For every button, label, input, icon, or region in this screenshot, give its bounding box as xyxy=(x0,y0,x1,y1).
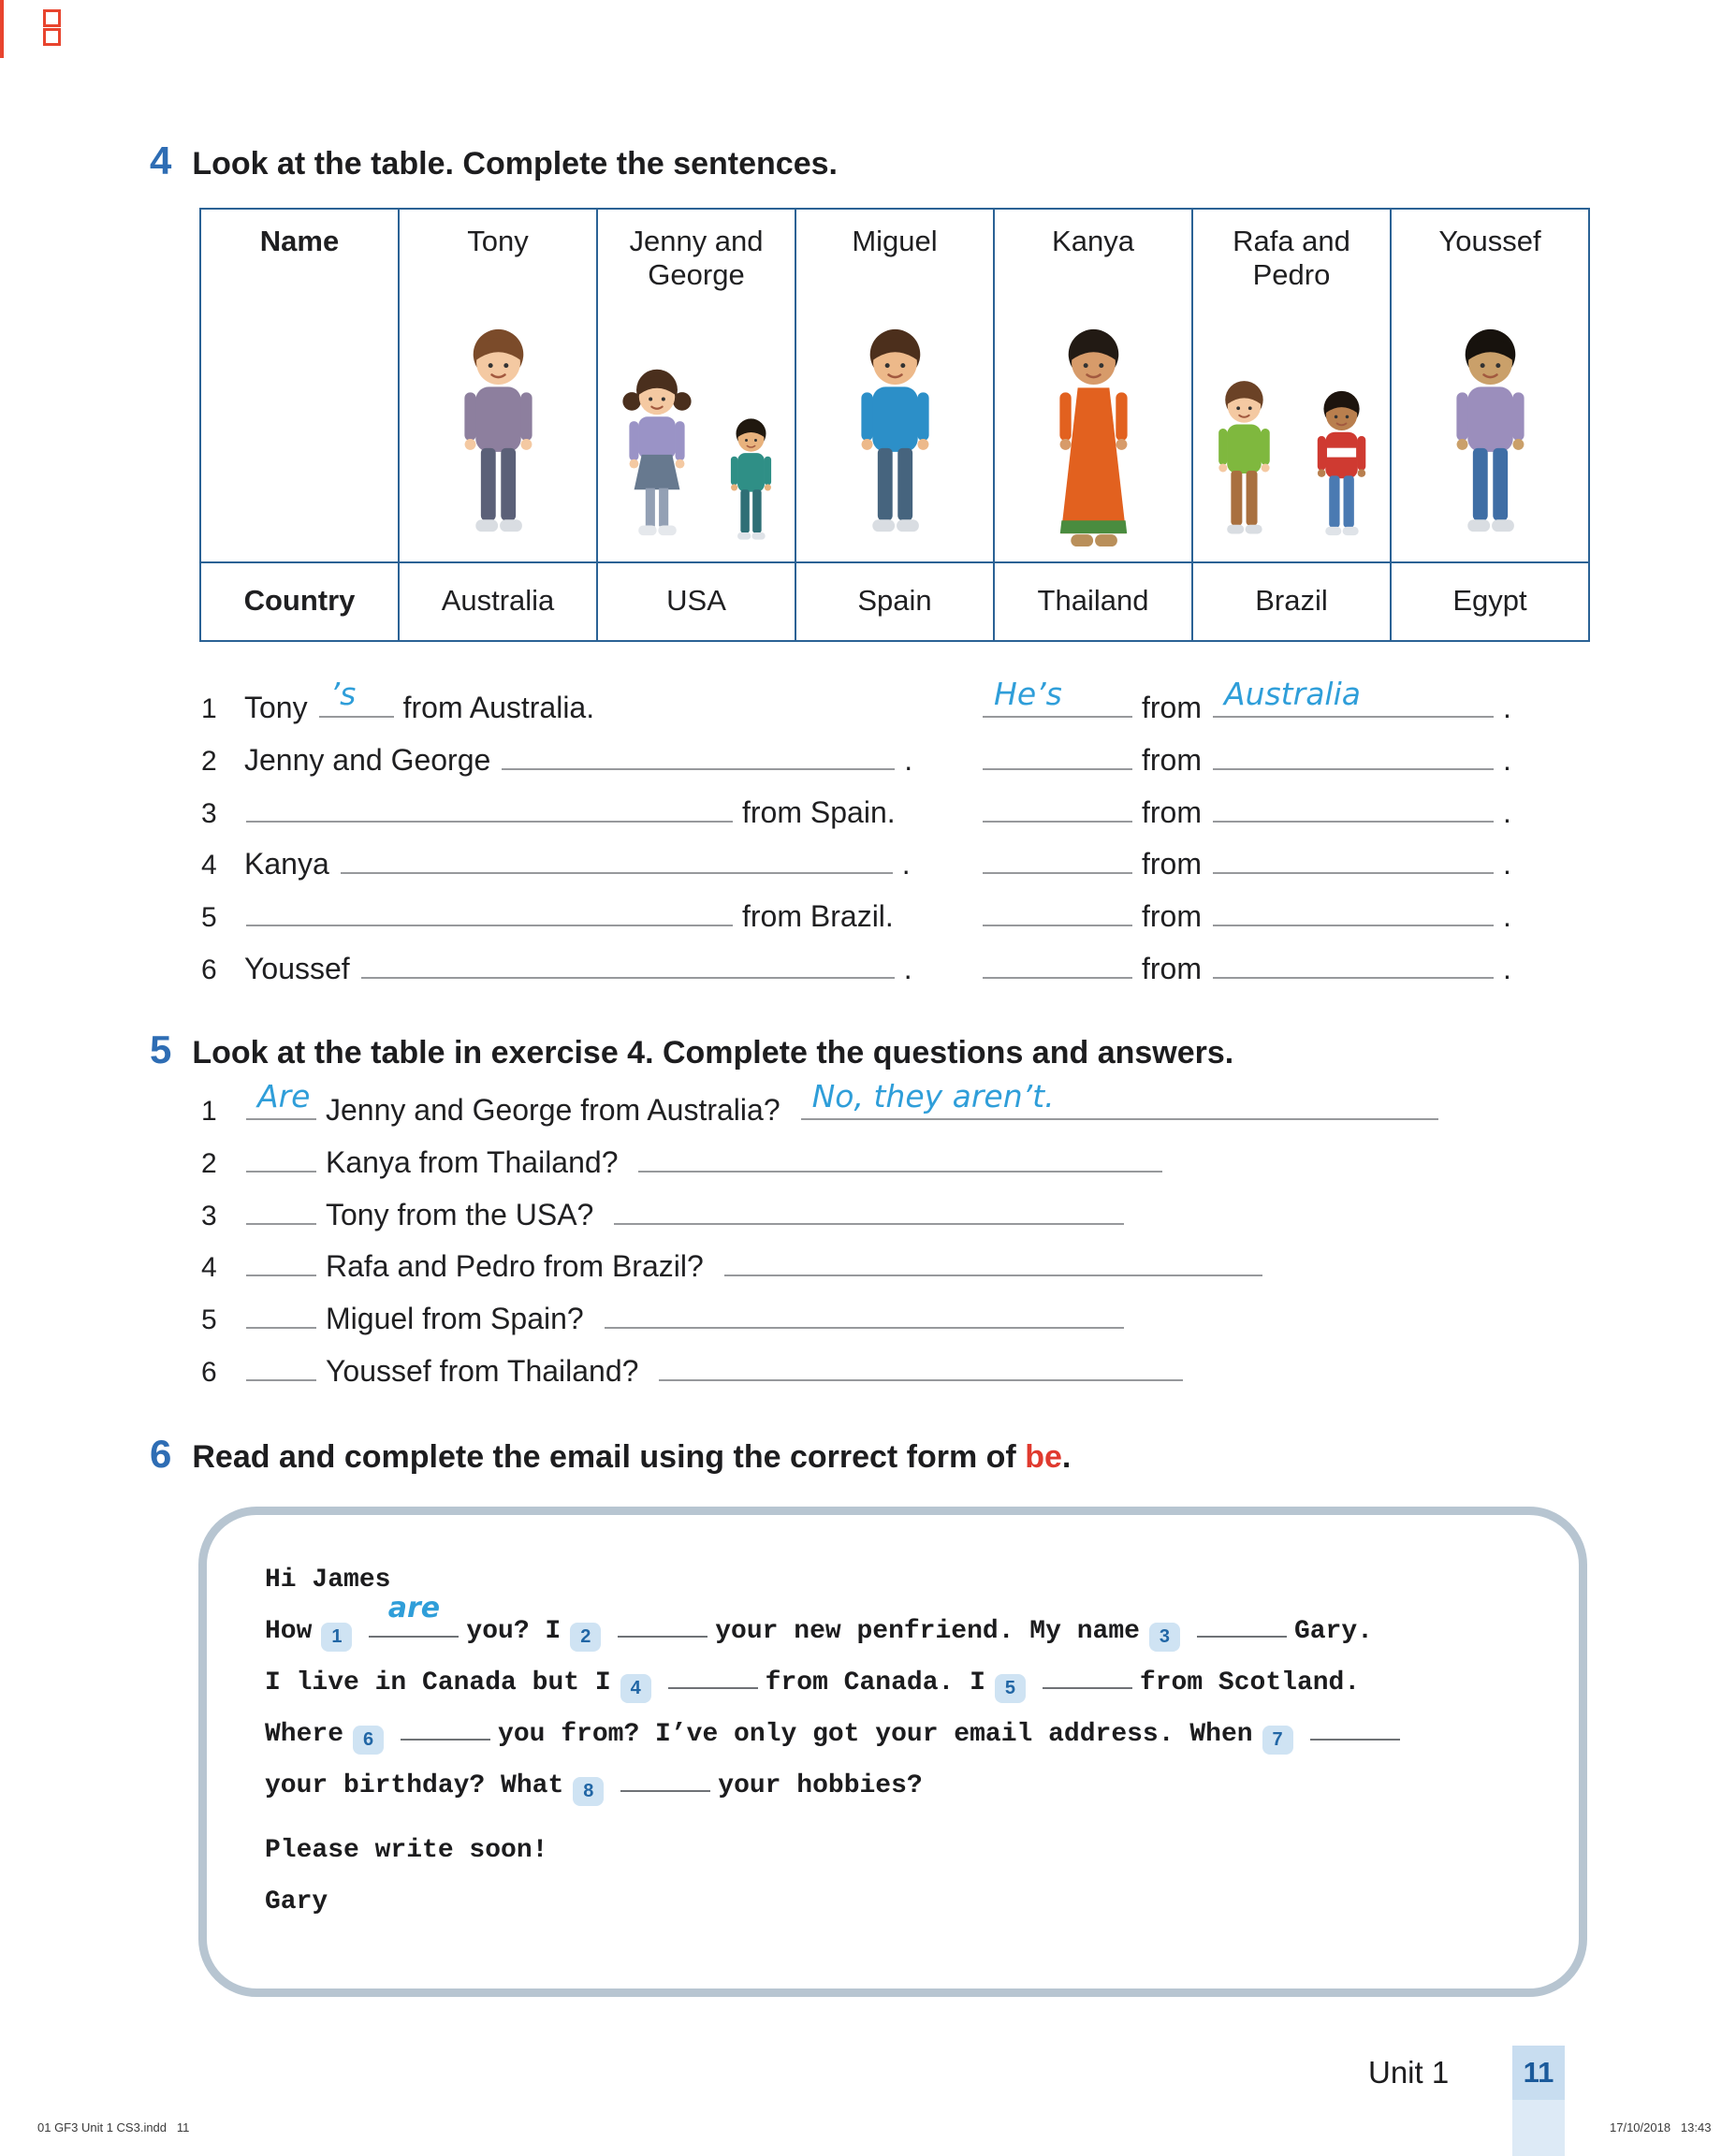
answer-blank[interactable] xyxy=(246,1078,316,1120)
sentence-text: Kanya xyxy=(244,847,329,881)
character-illustration xyxy=(1425,318,1555,552)
question-row xyxy=(201,1354,1448,1406)
character-figures xyxy=(1393,316,1586,552)
sentence-text: from xyxy=(1142,951,1202,985)
answer-blank[interactable] xyxy=(668,1683,758,1689)
country-value: Australia xyxy=(400,563,598,642)
handwritten-answer: Are xyxy=(257,1078,311,1114)
sentence-text: from xyxy=(1142,742,1202,777)
ex5-question-rows xyxy=(201,1078,1448,1406)
table-cell-rafa-pedro xyxy=(1193,210,1392,563)
sentence-text: . xyxy=(1503,691,1511,724)
gap-number-badge: 7 xyxy=(1262,1726,1293,1755)
question-text: Miguel from Spain? xyxy=(326,1302,584,1336)
question-text: Tony from the USA? xyxy=(326,1197,594,1231)
answer-blank[interactable] xyxy=(246,1166,316,1173)
sentence-text: . xyxy=(1503,742,1511,777)
question-row xyxy=(201,1302,1448,1354)
country-value: USA xyxy=(598,563,796,642)
character-figures xyxy=(401,316,594,552)
answer-blank[interactable] xyxy=(1213,920,1494,926)
item-number: 5 xyxy=(201,902,217,934)
crop-mark-square xyxy=(43,9,61,27)
sentence-row xyxy=(981,952,1552,1004)
email-signature: Gary xyxy=(265,1887,328,1916)
question-row xyxy=(201,1249,1448,1302)
email-line: How 1 are you? I 2 your new penfriend. My name 3 Gary. xyxy=(265,1606,1545,1657)
character-illustration xyxy=(604,360,710,552)
gap-number-badge: 8 xyxy=(573,1777,604,1806)
answer-blank[interactable] xyxy=(319,676,394,718)
unit-label: Unit 1 xyxy=(1368,2055,1450,2090)
character-figures xyxy=(997,316,1189,552)
item-number: 1 xyxy=(201,1096,217,1127)
crop-mark-square xyxy=(43,28,61,46)
email-line: Hi James xyxy=(265,1566,391,1595)
email-box xyxy=(198,1507,1587,1997)
table-country-label: Country xyxy=(201,563,400,642)
gap-number-badge: 5 xyxy=(995,1674,1026,1703)
page-number-tab xyxy=(1512,2046,1565,2156)
table-cell-kanya xyxy=(995,210,1193,563)
character-name: Jenny and George xyxy=(629,225,764,291)
tab-strip xyxy=(1512,2100,1565,2156)
question-row xyxy=(201,1145,1448,1198)
handwritten-answer: He’s xyxy=(994,676,1062,712)
email-line: your birthday? What 8 your hobbies? xyxy=(265,1760,1545,1812)
sentence-text: . xyxy=(1503,951,1511,985)
exercise-6-header xyxy=(150,1432,1071,1477)
table-cell-jenny-george xyxy=(598,210,796,563)
sentence-text: Tony xyxy=(244,691,308,724)
page-number: 11 xyxy=(1512,2046,1565,2100)
sentence-text: . xyxy=(1503,847,1511,881)
answer-blank[interactable] xyxy=(401,1735,490,1741)
sentence-row xyxy=(981,899,1552,952)
answer-blank[interactable] xyxy=(361,972,895,979)
answer-blank[interactable] xyxy=(502,764,895,770)
print-info-left: 01 GF3 Unit 1 CS3.indd 11 xyxy=(37,2120,190,2134)
item-number: 6 xyxy=(201,954,217,985)
item-number: 2 xyxy=(201,745,217,777)
answer-blank[interactable] xyxy=(369,1592,459,1638)
question-row xyxy=(201,1198,1448,1250)
table-name-label: Name xyxy=(201,210,400,563)
sentence-text: . xyxy=(903,951,912,985)
ex4-sentences-left xyxy=(201,676,983,1004)
answer-blank[interactable] xyxy=(341,867,893,874)
sentence-row xyxy=(201,847,983,899)
table-cell-miguel xyxy=(796,210,995,563)
exercise-number: 4 xyxy=(150,138,172,182)
question-text: Youssef from Thailand? xyxy=(326,1353,639,1388)
sentence-row xyxy=(201,795,983,848)
answer-blank[interactable] xyxy=(246,1218,316,1225)
answer-blank[interactable] xyxy=(659,1375,1183,1381)
sentence-text: Youssef xyxy=(244,951,350,985)
sentence-text: from xyxy=(1142,794,1202,829)
handwritten-answer: Australia xyxy=(1224,676,1361,712)
gap-number-badge: 1 xyxy=(321,1623,352,1652)
ex4-sentences-right xyxy=(981,676,1552,1004)
country-value: Thailand xyxy=(995,563,1193,642)
sentence-text: . xyxy=(904,742,913,777)
characters-table xyxy=(199,208,1590,642)
gap-number-badge: 3 xyxy=(1149,1623,1180,1652)
item-number: 1 xyxy=(201,693,217,724)
email-closing: Please write soon! xyxy=(265,1836,548,1865)
sentence-row xyxy=(201,899,983,952)
character-illustration xyxy=(433,318,563,552)
answer-blank[interactable] xyxy=(724,1270,1262,1276)
email-line: I live in Canada but I 4 from Canada. I 5 from Scotland. xyxy=(265,1657,1545,1709)
character-illustration xyxy=(712,412,790,552)
crop-mark-edge xyxy=(0,0,4,58)
sentence-row xyxy=(201,952,983,1004)
exercise-title: Read and complete the email using the correct form of be. xyxy=(192,1439,1072,1475)
sentence-text: . xyxy=(1503,899,1511,934)
question-text: Jenny and George from Australia? xyxy=(326,1093,780,1127)
email-content xyxy=(265,1554,1545,1928)
question-text: Kanya from Thailand? xyxy=(326,1144,619,1179)
sentence-row xyxy=(981,795,1552,848)
answer-blank[interactable] xyxy=(983,816,1132,823)
email-line: Where 6 you from? I’ve only got your email address. When 7 xyxy=(265,1709,1545,1760)
item-number: 4 xyxy=(201,850,217,881)
answer-blank[interactable] xyxy=(246,816,733,823)
answer-blank[interactable] xyxy=(246,920,733,926)
answer-blank[interactable] xyxy=(614,1218,1124,1225)
answer-blank[interactable] xyxy=(605,1322,1124,1329)
sentence-text: . xyxy=(1503,794,1511,829)
character-name: Tony xyxy=(467,225,529,257)
sentence-text: from Spain. xyxy=(742,794,896,829)
sentence-text: from Australia. xyxy=(402,691,595,724)
answer-blank[interactable] xyxy=(1213,816,1494,823)
character-name: Kanya xyxy=(1052,225,1134,257)
answer-blank[interactable] xyxy=(1213,676,1494,718)
sentence-text: . xyxy=(901,847,911,881)
exercise-number: 6 xyxy=(150,1432,172,1476)
character-figures xyxy=(1195,316,1388,552)
question-row xyxy=(201,1078,1448,1145)
highlighted-word: be xyxy=(1025,1439,1062,1475)
answer-blank[interactable] xyxy=(1310,1735,1400,1741)
answer-blank[interactable] xyxy=(638,1166,1162,1173)
answer-blank[interactable] xyxy=(1213,972,1494,979)
handwritten-answer: are xyxy=(387,1592,441,1624)
character-illustration xyxy=(830,318,960,552)
character-name: Rafa and Pedro xyxy=(1233,225,1350,291)
exercise-number: 5 xyxy=(150,1027,172,1071)
answer-blank[interactable] xyxy=(618,1632,708,1638)
answer-blank[interactable] xyxy=(983,920,1132,926)
item-number: 2 xyxy=(201,1147,217,1179)
sentence-row xyxy=(981,847,1552,899)
item-number: 3 xyxy=(201,797,217,829)
exercise-5-header xyxy=(150,1027,1233,1072)
sentence-row xyxy=(981,676,1552,743)
exercise-title: Look at the table in exercise 4. Complete the questions and answers. xyxy=(192,1035,1234,1071)
gap-number-badge: 6 xyxy=(353,1726,384,1755)
character-illustration xyxy=(1028,318,1159,552)
item-number: 3 xyxy=(201,1200,217,1231)
handwritten-answer: ’s xyxy=(329,676,357,712)
answer-blank[interactable] xyxy=(983,676,1132,718)
sentence-text: from Brazil. xyxy=(742,899,894,934)
item-number: 4 xyxy=(201,1252,217,1284)
exercise-4-header xyxy=(150,138,838,183)
answer-blank[interactable] xyxy=(801,1078,1438,1120)
answer-blank[interactable] xyxy=(246,1270,316,1276)
answer-blank[interactable] xyxy=(983,764,1132,770)
sentence-text: from xyxy=(1142,847,1202,881)
answer-blank[interactable] xyxy=(1213,867,1494,874)
character-name: Youssef xyxy=(1438,225,1541,257)
sentence-row xyxy=(981,743,1552,795)
question-text: Rafa and Pedro from Brazil? xyxy=(326,1249,704,1284)
answer-blank[interactable] xyxy=(1213,764,1494,770)
character-figures xyxy=(798,316,991,552)
sentence-text: from xyxy=(1142,899,1202,934)
answer-blank[interactable] xyxy=(620,1786,710,1792)
sentence-text: from xyxy=(1142,691,1202,724)
answer-blank[interactable] xyxy=(983,867,1132,874)
exercise-title: Look at the table. Complete the sentences. xyxy=(192,146,838,182)
character-illustration xyxy=(1295,381,1388,552)
answer-blank[interactable] xyxy=(246,1322,316,1329)
country-value: Brazil xyxy=(1193,563,1392,642)
gap-number-badge: 2 xyxy=(570,1623,601,1652)
answer-blank[interactable] xyxy=(246,1375,316,1381)
answer-blank[interactable] xyxy=(983,972,1132,979)
sentence-row xyxy=(201,743,983,795)
answer-blank[interactable] xyxy=(1043,1683,1132,1689)
print-info-right: 17/10/2018 13:43 xyxy=(1610,2120,1712,2134)
item-number: 5 xyxy=(201,1304,217,1336)
sentence-text: Jenny and George xyxy=(244,742,491,777)
sentence-row xyxy=(201,676,983,743)
item-number: 6 xyxy=(201,1356,217,1388)
character-figures xyxy=(600,316,793,552)
character-name: Miguel xyxy=(852,225,938,257)
handwritten-answer: No, they aren’t. xyxy=(811,1078,1055,1114)
character-illustration xyxy=(1195,370,1293,552)
gap-number-badge: 4 xyxy=(620,1674,651,1703)
answer-blank[interactable] xyxy=(1197,1632,1287,1638)
table-cell-youssef xyxy=(1392,210,1590,563)
table-cell-tony xyxy=(400,210,598,563)
country-value: Egypt xyxy=(1392,563,1590,642)
country-value: Spain xyxy=(796,563,995,642)
